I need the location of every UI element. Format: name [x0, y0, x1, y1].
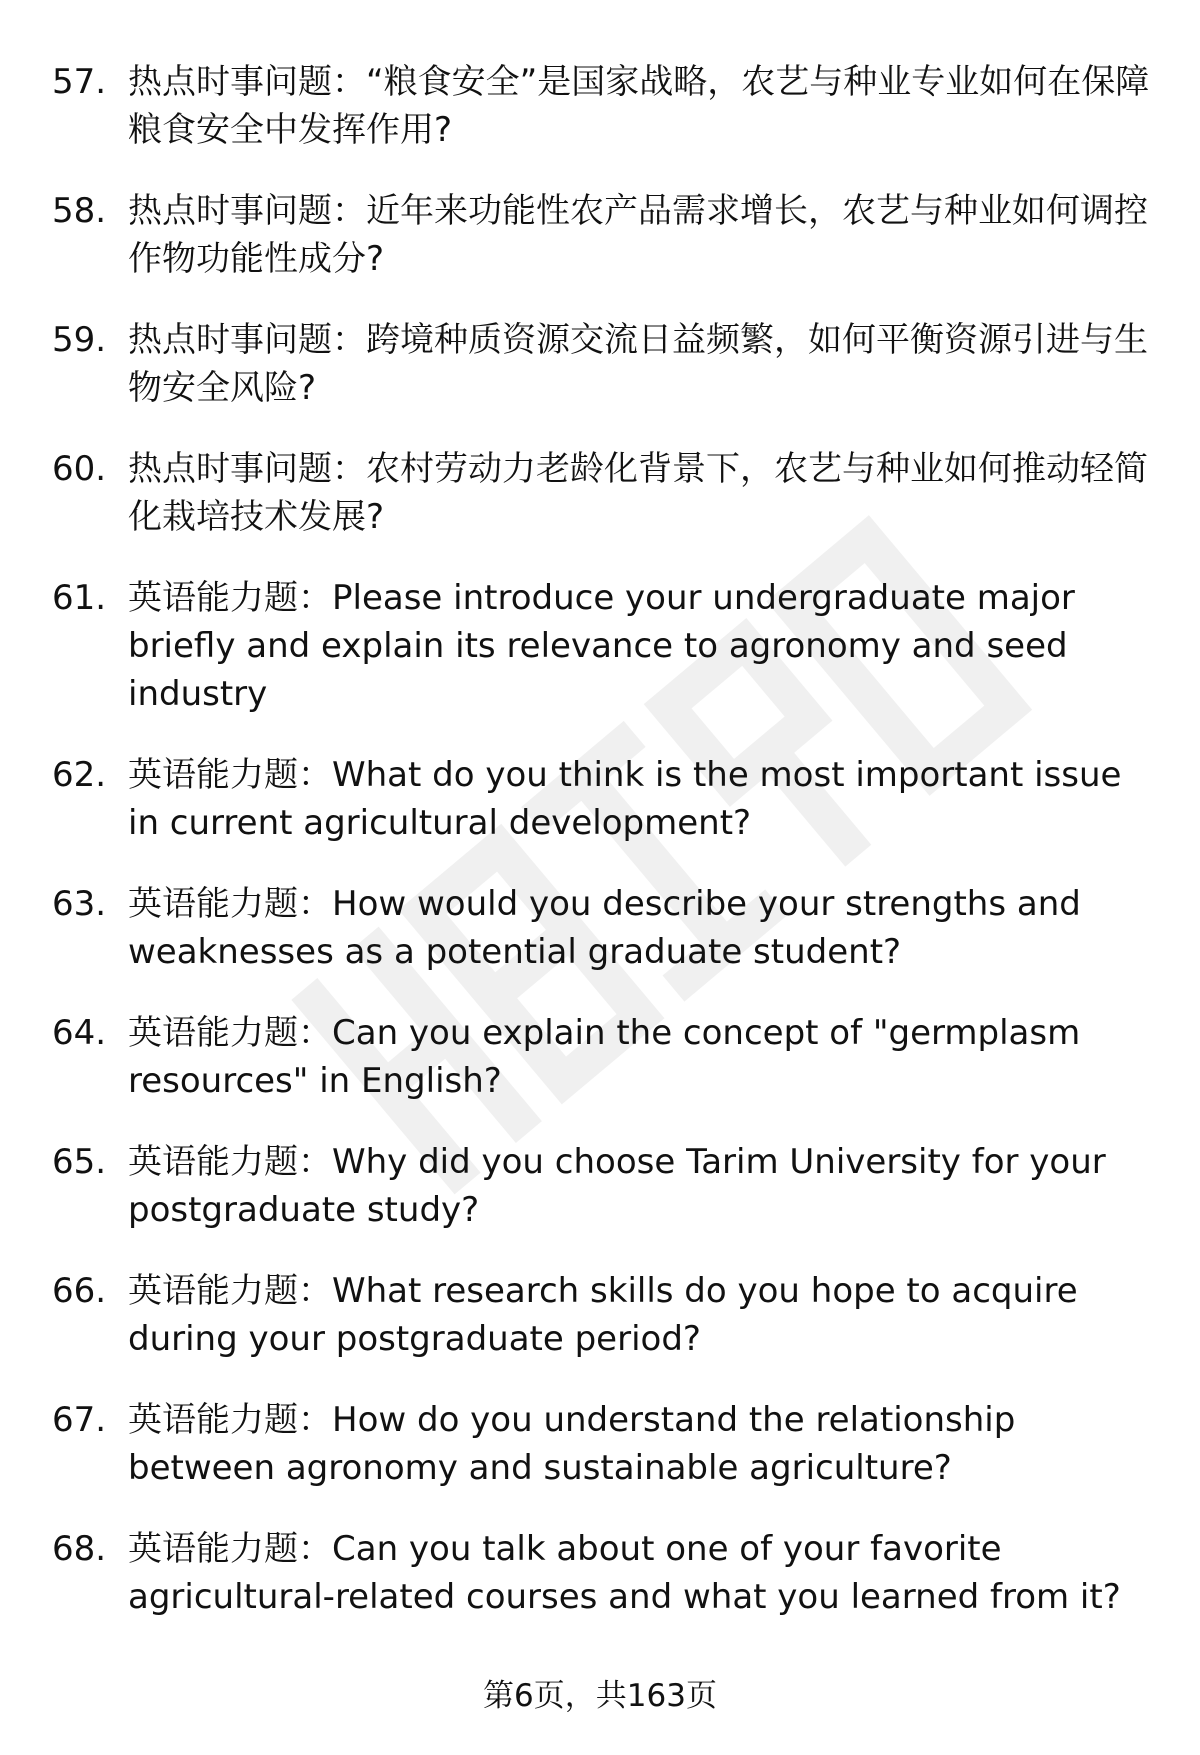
question-text: 英语能力题：How do you understand the relationship between agronomy and sustainable agriculture? — [128, 1400, 1016, 1488]
question-text: 英语能力题：Can you talk about one of your favorite agricultural-related courses and what you learned from it? — [128, 1529, 1121, 1617]
question-number: 61. — [52, 578, 107, 618]
question-text: 英语能力题：Why did you choose Tarim University for your postgraduate study? — [128, 1142, 1106, 1230]
page-footer: 第6页，共163页 — [483, 1678, 717, 1714]
question-number: 57. — [52, 62, 107, 102]
list-item — [52, 574, 1152, 718]
list-item — [52, 751, 1152, 847]
question-text: 热点时事问题：农村劳动力老龄化背景下，农艺与种业如何推动轻简化栽培技术发展? — [128, 449, 1148, 537]
question-number: 63. — [52, 884, 107, 924]
list-item — [52, 187, 1152, 283]
question-text: 英语能力题：How would you describe your strengths and weaknesses as a potential graduate student? — [128, 884, 1081, 972]
question-number: 59. — [52, 320, 107, 360]
question-text: 热点时事问题：近年来功能性农产品需求增长，农艺与种业如何调控作物功能性成分? — [128, 191, 1148, 279]
list-item — [52, 1009, 1152, 1105]
list-item — [52, 1138, 1152, 1234]
list-item — [52, 316, 1152, 412]
question-number: 65. — [52, 1142, 107, 1182]
question-number: 66. — [52, 1271, 107, 1311]
list-item — [52, 880, 1152, 976]
question-number: 60. — [52, 449, 107, 489]
question-number: 62. — [52, 755, 107, 795]
question-text: 热点时事问题：跨境种质资源交流日益频繁，如何平衡资源引进与生物安全风险? — [128, 320, 1148, 408]
question-text: 英语能力题：What research skills do you hope to acquire during your postgraduate period? — [128, 1271, 1078, 1359]
question-number: 68. — [52, 1529, 107, 1569]
question-text: 英语能力题：Please introduce your undergraduate major briefly and explain its relevance to agronomy and seed industry — [128, 578, 1075, 714]
question-text: 英语能力题：What do you think is the most important issue in current agricultural development? — [128, 755, 1122, 843]
question-number: 58. — [52, 191, 107, 231]
list-item — [52, 445, 1152, 541]
question-number: 64. — [52, 1013, 107, 1053]
question-number: 67. — [52, 1400, 107, 1440]
question-list — [52, 58, 1152, 1654]
list-item — [52, 1525, 1152, 1621]
question-text: 英语能力题：Can you explain the concept of "germplasm resources" in English? — [128, 1013, 1081, 1101]
list-item — [52, 1267, 1152, 1363]
list-item — [52, 1396, 1152, 1492]
list-item — [52, 58, 1152, 154]
question-text: 热点时事问题：“粮食安全”是国家战略，农艺与种业专业如何在保障粮食安全中发挥作用? — [128, 62, 1150, 150]
